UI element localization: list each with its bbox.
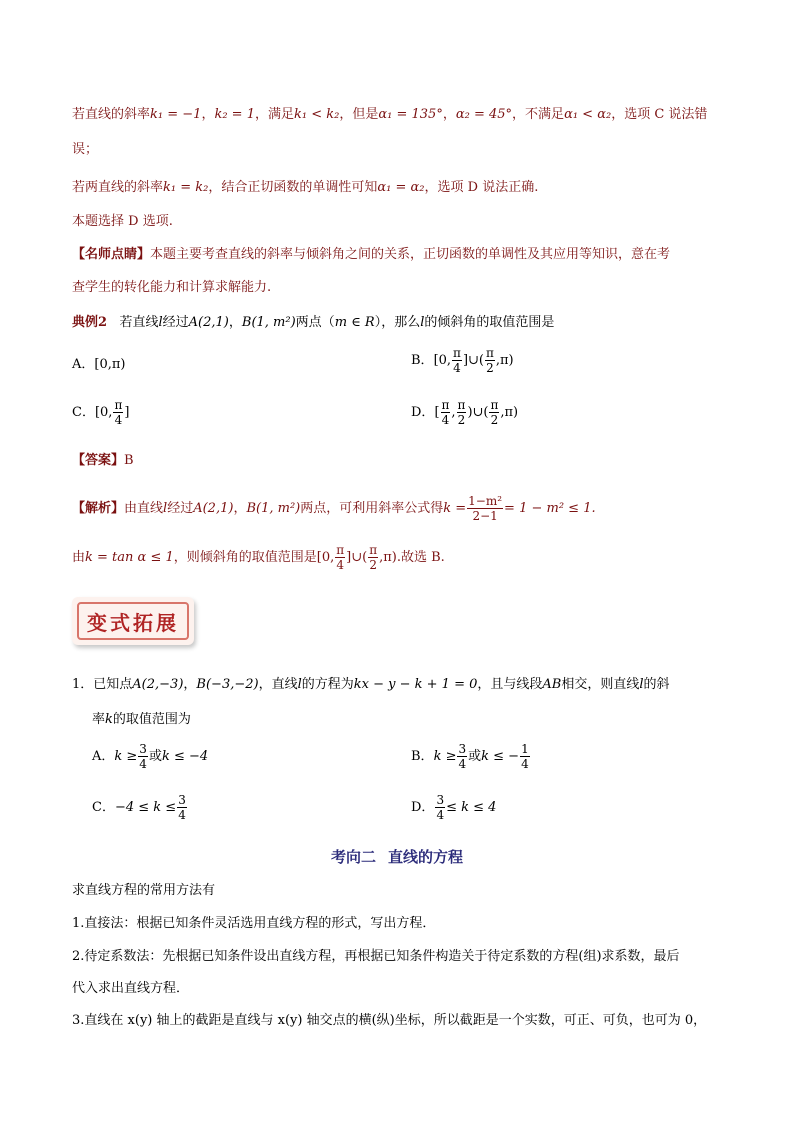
text: ），那么 — [374, 315, 421, 330]
fraction — [177, 793, 187, 822]
fraction — [520, 742, 530, 771]
example-2-option-c — [72, 398, 129, 427]
math: k₁ = k₂ — [163, 180, 209, 195]
text: ，则倾斜角的取值范围是 — [173, 550, 317, 565]
banner-label: 变式拓展 — [77, 602, 189, 640]
option-label: B． — [411, 749, 434, 764]
text: .故选 B. — [396, 550, 445, 565]
text: ， — [228, 315, 242, 330]
text: ，选项 C 说法错 — [611, 107, 708, 122]
math: )∪( — [467, 405, 489, 420]
methods-intro: 求直线方程的常用方法有 — [72, 883, 216, 898]
math: B(−3,−2) — [196, 677, 259, 692]
math: = 1 − m² ≤ 1. — [504, 501, 596, 516]
option-label: D． — [411, 405, 435, 420]
math: m ∈ R — [334, 315, 375, 330]
math: AB — [542, 677, 562, 692]
text: 经过 — [162, 315, 189, 330]
numerator: π — [114, 398, 123, 412]
numerator: 1 — [521, 742, 529, 756]
question-1 — [72, 674, 670, 696]
denominator: 2−1 — [472, 509, 498, 523]
text: ，但是 — [339, 107, 379, 122]
answer-tag: 【答案】 — [72, 453, 125, 468]
math: A(2,−3) — [132, 677, 184, 692]
denominator: 4 — [441, 413, 450, 427]
text: ，满足 — [254, 107, 294, 122]
text: 率 — [92, 712, 106, 727]
text: ， — [183, 677, 197, 692]
numerator: π — [457, 398, 466, 412]
question-1-option-b — [411, 742, 531, 771]
option-label: C． — [92, 800, 115, 815]
numerator: 3 — [139, 742, 147, 756]
math: , — [451, 405, 456, 420]
paragraph-slope-example — [72, 104, 707, 126]
text: 若两直线的斜率 — [72, 180, 164, 195]
fraction — [489, 398, 499, 427]
math: l — [297, 677, 302, 692]
text: 相交，则直线 — [561, 677, 640, 692]
text: 或 — [148, 749, 162, 764]
text: ，结合正切函数的单调性可知 — [208, 180, 378, 195]
denominator: 4 — [521, 757, 529, 771]
math: ≤ k ≤ 4 — [446, 800, 497, 815]
fraction — [113, 398, 123, 427]
numerator: π — [453, 346, 461, 360]
math: [0, — [433, 353, 452, 368]
analysis-tag: 【解析】 — [72, 501, 125, 516]
math: l — [158, 315, 163, 330]
math: k ≤ −4 — [161, 749, 209, 764]
math: l — [420, 315, 425, 330]
numerator: π — [485, 346, 494, 360]
text: ，选项 D 说法正确. — [424, 180, 539, 195]
math: α₁ < α₂ — [564, 107, 612, 122]
tip-paragraph — [72, 244, 670, 266]
math: α₁ = α₂ — [377, 180, 425, 195]
text: 若直线 — [119, 315, 159, 330]
method-1: 1.直接法：根据已知条件灵活选用直线方程的形式，写出方程． — [72, 916, 436, 931]
option-label: D． — [411, 800, 435, 815]
example-2-question — [72, 312, 554, 334]
denominator: 4 — [114, 413, 123, 427]
text: 的方程为 — [301, 677, 354, 692]
math: k₂ = 1 — [214, 107, 255, 122]
answer-line — [72, 450, 134, 472]
numerator: π — [490, 398, 499, 412]
denominator: 4 — [453, 361, 461, 375]
variant-extension-banner — [72, 597, 194, 645]
fraction — [452, 346, 462, 375]
text: 若直线的斜率 — [72, 107, 151, 122]
numerator: 3 — [458, 742, 467, 756]
method-3: 3.直线在 x(y) 轴上的截距是直线与 x(y) 轴交点的横(纵)坐标，所以截距是一个实数，可正、可负，也可为 0， — [72, 1013, 707, 1028]
text: ，不满足 — [512, 107, 565, 122]
text: ， — [442, 107, 456, 122]
text: 或 — [468, 749, 482, 764]
math: [0, — [94, 405, 113, 420]
math: −4 ≤ k ≤ — [114, 800, 177, 815]
tip-paragraph-cont: 查学生的转化能力和计算求解能力. — [72, 280, 272, 295]
option-label: A． — [72, 357, 95, 372]
math: ,π) — [500, 405, 519, 420]
math: α₂ = 45° — [455, 107, 513, 122]
math: l — [163, 501, 168, 516]
text: 已知点 — [93, 677, 133, 692]
math: ]∪( — [462, 353, 484, 368]
numerator: 3 — [436, 793, 445, 807]
method-2: 2.待定系数法：先根据已知条件设出直线方程，再根据已知条件构造关于待定系数的方程(组)求系数，最后 — [72, 949, 680, 964]
example-tag: 典例2 — [72, 315, 108, 330]
numerator: 1−m² — [468, 494, 503, 508]
denominator: 2 — [486, 361, 494, 375]
denominator: 4 — [178, 808, 186, 822]
option-label: A． — [92, 749, 115, 764]
tip-tag: 【名师点睛】 — [72, 247, 151, 262]
fraction — [457, 742, 467, 771]
text: ，直线 — [258, 677, 298, 692]
example-2-option-b — [411, 346, 514, 375]
conclusion: 本题选择 D 选项. — [72, 214, 173, 229]
section-heading — [0, 846, 794, 867]
fraction — [441, 398, 451, 427]
section-number: 考向二 — [330, 848, 376, 866]
math: k₁ < k₂ — [294, 107, 340, 122]
option-label: B． — [411, 353, 434, 368]
math: B(1, m²) — [241, 315, 296, 330]
fraction — [335, 543, 345, 572]
analysis-line-2 — [72, 543, 445, 572]
text: 由直线 — [124, 501, 164, 516]
text: 两点，可利用斜率公式得 — [300, 501, 444, 516]
math: [ — [434, 405, 440, 420]
fraction — [467, 494, 503, 523]
math: B(1, m²) — [246, 501, 301, 516]
tip-text: 本题主要考查直线的斜率与倾斜角之间的关系，正切函数的单调性及其应用等知识，意在考 — [150, 247, 671, 262]
math: k ≤ − — [481, 749, 520, 764]
denominator: 2 — [457, 413, 466, 427]
text: 的倾斜角的取值范围是 — [424, 315, 555, 330]
text: 两点（ — [295, 315, 335, 330]
text: 经过 — [167, 501, 194, 516]
example-2-option-a — [72, 354, 125, 376]
question-1-option-c — [92, 793, 188, 822]
math: k = tan α ≤ 1 — [85, 550, 174, 565]
text: 的取值范围为 — [112, 712, 191, 727]
section-title: 直线的方程 — [388, 848, 464, 866]
text: 的斜 — [643, 677, 670, 692]
text: ， — [201, 107, 215, 122]
numerator: π — [336, 543, 345, 557]
question-1-option-a — [92, 742, 208, 771]
math: k ≥ — [114, 749, 138, 764]
math: k ≥ — [433, 749, 457, 764]
denominator: 2 — [490, 413, 499, 427]
math: α₁ = 135° — [378, 107, 443, 122]
numerator: 3 — [178, 793, 186, 807]
text: ， — [233, 501, 247, 516]
numerator: π — [369, 543, 378, 557]
math: k — [105, 712, 113, 727]
math: A(2,1) — [193, 501, 234, 516]
math: [0, — [316, 550, 335, 565]
math: k = — [443, 501, 467, 516]
math: l — [639, 677, 644, 692]
math: kx − y − k + 1 = 0 — [353, 677, 478, 692]
text: ，且与线段 — [477, 677, 543, 692]
question-number: 1． — [72, 677, 94, 692]
math: A(2,1) — [188, 315, 229, 330]
text: 由 — [72, 550, 86, 565]
denominator: 4 — [139, 757, 147, 771]
math: ,π) — [379, 550, 397, 565]
denominator: 4 — [458, 757, 467, 771]
example-2-option-d — [411, 398, 518, 427]
denominator: 4 — [336, 558, 345, 572]
method-2-cont: 代入求出直线方程． — [72, 981, 190, 996]
question-1-option-d — [411, 793, 496, 822]
option-label: C． — [72, 405, 95, 420]
denominator: 4 — [436, 808, 445, 822]
question-1-cont — [92, 709, 191, 731]
fraction — [368, 543, 378, 572]
numerator: π — [441, 398, 450, 412]
option-value: [0,π) — [94, 357, 126, 372]
fraction — [457, 398, 467, 427]
denominator: 2 — [369, 558, 377, 572]
fraction — [435, 793, 445, 822]
analysis-line-1 — [72, 494, 596, 523]
fraction — [138, 742, 148, 771]
math: ]∪( — [346, 550, 368, 565]
fraction — [485, 346, 495, 375]
math: ,π) — [495, 353, 514, 368]
paragraph-option-d — [72, 177, 538, 199]
math: k₁ = −1 — [150, 107, 202, 122]
math: ] — [124, 405, 130, 420]
answer-value: B — [124, 453, 134, 468]
paragraph-slope-example-cont: 误； — [72, 142, 99, 157]
